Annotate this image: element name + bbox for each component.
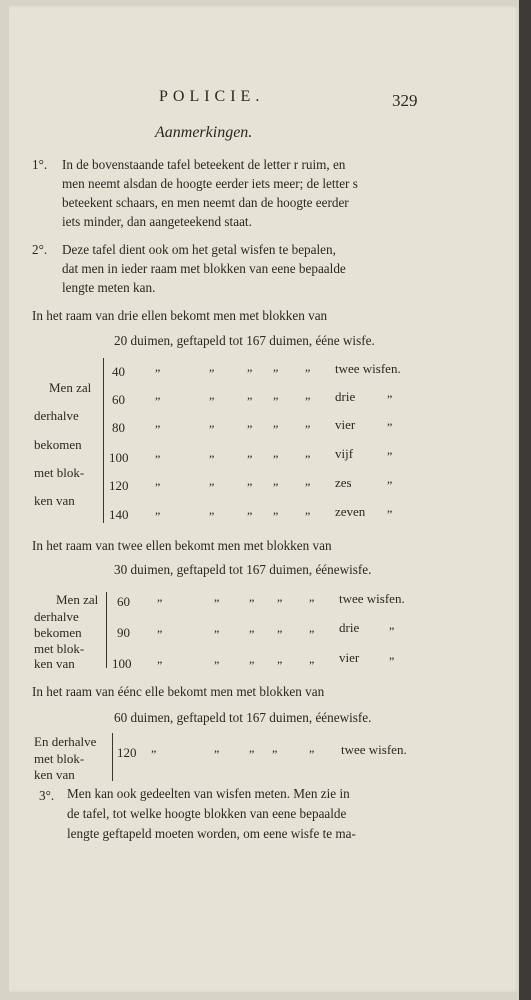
table-3-result: twee wisfen. [341, 742, 407, 757]
table-1-subline: 20 duimen, geftapeld tot 167 duimen, ééne wisfe. [114, 333, 375, 348]
table-2-label: ken van [34, 656, 75, 671]
ditto-mark: ” [209, 394, 215, 408]
ditto-mark: ” [209, 480, 215, 494]
note-2-line: dat men in ieder raam met blokken van eene bepaalde [62, 261, 346, 276]
table-3-intro: In het raam van éénc elle bekomt men met blokken van [32, 684, 325, 699]
table-1-result: zes [335, 475, 352, 490]
ditto-mark: ” [214, 627, 220, 641]
page-number: 329 [392, 91, 418, 110]
table-1-result: vier [335, 417, 356, 432]
ditto-mark: ” [277, 658, 283, 672]
table-2-result: drie [339, 620, 360, 635]
table-3-label: En derhalve [34, 734, 97, 749]
note-2-line: lengte meten kan. [62, 280, 156, 295]
ditto-mark: ” [155, 480, 161, 494]
ditto-mark: ” [273, 366, 279, 380]
ditto-mark: ” [214, 596, 220, 610]
table-3-brace [112, 733, 113, 781]
ditto-mark: ” [155, 509, 161, 523]
table-2-result: twee wisfen. [339, 591, 405, 606]
table-1-value: 100 [109, 450, 129, 465]
table-2-intro: In het raam van twee ellen bekomt men met blokken van [32, 538, 332, 553]
ditto-mark: ” [273, 394, 279, 408]
table-2-label: bekomen [34, 625, 82, 640]
ditto-mark: ” [309, 747, 315, 761]
table-1-result: zeven [335, 504, 366, 519]
note-1-line: In de bovenstaande tafel beteekent de letter r ruim, en [62, 157, 346, 172]
ditto-mark: ” [309, 627, 315, 641]
ditto-mark: ” [247, 480, 253, 494]
ditto-mark: ” [273, 452, 279, 466]
ditto-mark: ” [209, 422, 215, 436]
table-2-result: vier [339, 650, 360, 665]
table-1-label: met blok- [34, 465, 85, 480]
table-2-value: 100 [112, 656, 132, 671]
ditto-mark: ” [155, 366, 161, 380]
table-1-brace [103, 358, 104, 523]
table-1-value: 80 [112, 420, 125, 435]
ditto-mark: ” [155, 394, 161, 408]
ditto-mark: ” [273, 480, 279, 494]
ditto-mark: ” [249, 747, 255, 761]
ditto-mark: ” [247, 452, 253, 466]
ditto-mark: ” [155, 422, 161, 436]
ditto-mark: ” [387, 478, 393, 492]
ditto-mark: ” [155, 452, 161, 466]
ditto-mark: ” [214, 747, 220, 761]
table-3-subline: 60 duimen, geftapeld tot 167 duimen, éénewisfe. [114, 710, 372, 725]
table-1-value: 60 [112, 392, 125, 407]
ditto-mark: ” [209, 366, 215, 380]
table-1-value: 120 [109, 478, 129, 493]
table-2-label: Men zal [56, 592, 99, 607]
table-1-value: 140 [109, 507, 129, 522]
ditto-mark: ” [387, 392, 393, 406]
note-1-line: men neemt alsdan de hoogte eerder iets meer; de letter s [62, 176, 358, 191]
running-header: POLICIE. [159, 88, 265, 105]
note-2-number: 2°. [32, 242, 48, 257]
ditto-mark: ” [247, 422, 253, 436]
ditto-mark: ” [247, 509, 253, 523]
table-2-label: derhalve [34, 609, 79, 624]
ditto-mark: ” [305, 394, 311, 408]
note-1-number: 1°. [32, 157, 48, 172]
note-3-line: lengte geftapeld moeten worden, om eene wisfe te ma- [67, 826, 356, 841]
note-3-line: de tafel, tot welke hoogte blokken van eene bepaalde [67, 806, 347, 821]
book-spine-edge [519, 0, 531, 1000]
ditto-mark: ” [273, 509, 279, 523]
ditto-mark: ” [249, 627, 255, 641]
note-1-line: iets minder, dan aangeteekend staat. [62, 214, 252, 229]
ditto-mark: ” [214, 658, 220, 672]
ditto-mark: ” [273, 422, 279, 436]
table-2-subline: 30 duimen, geftapeld tot 167 duimen, éénewisfe. [114, 562, 372, 577]
table-2-value: 60 [117, 594, 130, 609]
ditto-mark: ” [305, 422, 311, 436]
ditto-mark: ” [309, 596, 315, 610]
note-3-line: Men kan ook gedeelten van wisfen meten. Men zie in [67, 786, 350, 801]
ditto-mark: ” [277, 627, 283, 641]
book-page [9, 6, 519, 992]
ditto-mark: ” [247, 366, 253, 380]
table-1-result: vijf [335, 446, 354, 461]
ditto-mark: ” [305, 366, 311, 380]
ditto-mark: ” [305, 480, 311, 494]
ditto-mark: ” [389, 654, 395, 668]
ditto-mark: ” [209, 509, 215, 523]
ditto-mark: ” [389, 624, 395, 638]
ditto-mark: ” [209, 452, 215, 466]
table-1-result: twee wisfen. [335, 361, 401, 376]
table-3-label: ken van [34, 767, 75, 782]
table-3-value: 120 [117, 745, 137, 760]
ditto-mark: ” [249, 596, 255, 610]
ditto-mark: ” [151, 747, 157, 761]
table-2-value: 90 [117, 625, 130, 640]
table-1-label: bekomen [34, 437, 82, 452]
table-1-intro: In het raam van drie ellen bekomt men met blokken van [32, 308, 328, 323]
ditto-mark: ” [157, 658, 163, 672]
table-2-label: met blok- [34, 641, 85, 656]
ditto-mark: ” [305, 509, 311, 523]
ditto-mark: ” [157, 596, 163, 610]
note-2-line: Deze tafel dient ook om het getal wisfen te bepalen, [62, 242, 336, 257]
ditto-mark: ” [387, 507, 393, 521]
table-1-label: Men zal [49, 380, 92, 395]
table-1-label: derhalve [34, 408, 79, 423]
ditto-mark: ” [387, 420, 393, 434]
note-3-number: 3°. [39, 788, 55, 803]
table-1-value: 40 [112, 364, 125, 379]
ditto-mark: ” [387, 449, 393, 463]
ditto-mark: ” [272, 747, 278, 761]
ditto-mark: ” [277, 596, 283, 610]
table-3-label: met blok- [34, 751, 85, 766]
ditto-mark: ” [305, 452, 311, 466]
ditto-mark: ” [247, 394, 253, 408]
note-1-line: beteekent schaars, en men neemt dan de hoogte eerder [62, 195, 349, 210]
table-1-result: drie [335, 389, 356, 404]
ditto-mark: ” [309, 658, 315, 672]
table-2-brace [106, 592, 107, 668]
table-1-label: ken van [34, 493, 75, 508]
ditto-mark: ” [157, 627, 163, 641]
section-title: Aanmerkingen. [155, 124, 253, 141]
ditto-mark: ” [249, 658, 255, 672]
